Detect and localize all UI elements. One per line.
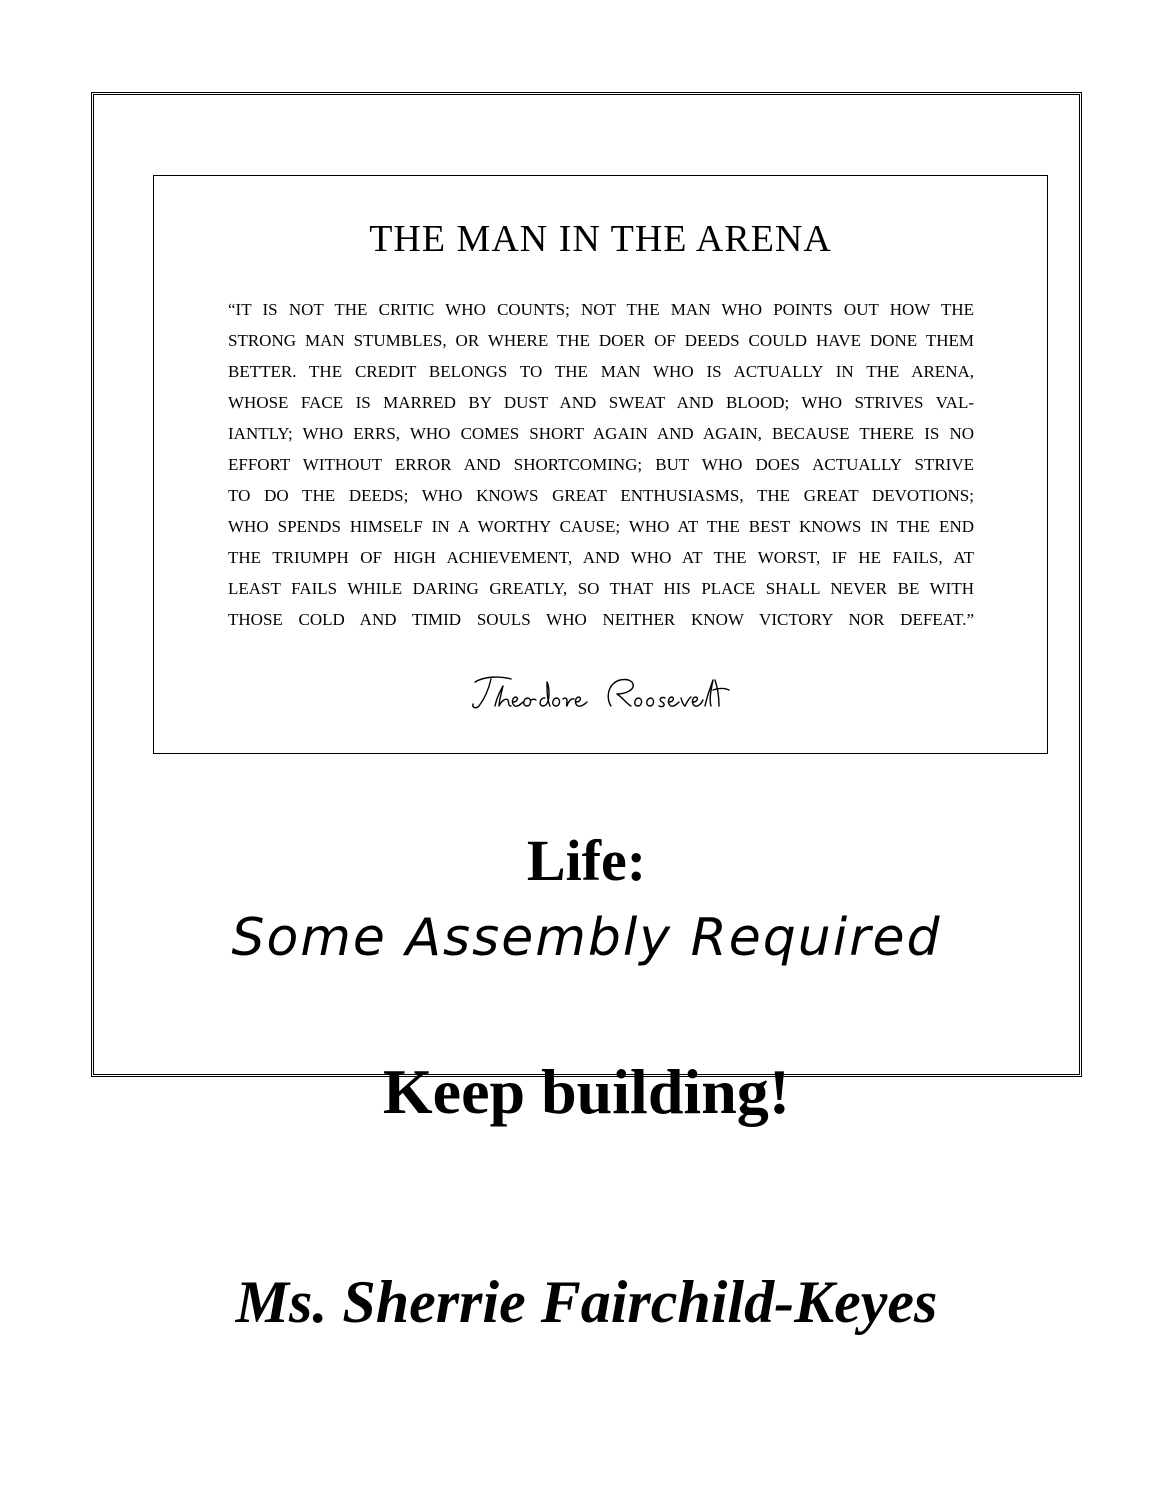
- quote-body: [228, 294, 974, 635]
- quote-line: “IT IS NOT THE CRITIC WHO COUNTS; NOT THE MAN WHO POINTS OUT HOW THE: [228, 300, 974, 319]
- author-name: Ms. Sherrie Fairchild-Keyes: [235, 1269, 938, 1335]
- quote-box: [153, 175, 1048, 754]
- keep-building-heading: Keep building!: [382, 1056, 791, 1127]
- quote-line: THOSE COLD AND TIMID SOULS WHO NEITHER KNOW VICTORY NOR DEFEAT.”: [228, 610, 974, 629]
- assembly-subtitle: Some Assembly Required: [231, 908, 942, 968]
- quote-line: TO DO THE DEEDS; WHO KNOWS GREAT ENTHUSIASMS, THE GREAT DEVOTIONS;: [228, 486, 974, 505]
- life-heading: Life:: [526, 828, 647, 893]
- quote-line: EFFORT WITHOUT ERROR AND SHORTCOMING; BUT WHO DOES ACTUALLY STRIVE: [228, 455, 974, 474]
- quote-line: STRONG MAN STUMBLES, OR WHERE THE DOER OF DEEDS COULD HAVE DONE THEM: [228, 331, 974, 350]
- quote-line: THE TRIUMPH OF HIGH ACHIEVEMENT, AND WHO AT THE WORST, IF HE FAILS, AT: [228, 548, 974, 567]
- signature: [154, 666, 1047, 716]
- quote-line: LEAST FAILS WHILE DARING GREATLY, SO THAT HIS PLACE SHALL NEVER BE WITH: [228, 579, 974, 598]
- quote-line: IANTLY; WHO ERRS, WHO COMES SHORT AGAIN AND AGAIN, BECAUSE THERE IS NO: [228, 424, 974, 443]
- quote-line: BETTER. THE CREDIT BELONGS TO THE MAN WHO IS ACTUALLY IN THE ARENA,: [228, 362, 974, 381]
- quote-line: WHO SPENDS HIMSELF IN A WORTHY CAUSE; WHO AT THE BEST KNOWS IN THE END: [228, 517, 974, 536]
- quote-line: WHOSE FACE IS MARRED BY DUST AND SWEAT AND BLOOD; WHO STRIVES VAL-: [228, 393, 974, 412]
- quote-title: THE MAN IN THE ARENA: [369, 218, 832, 260]
- signature-image: [461, 666, 741, 716]
